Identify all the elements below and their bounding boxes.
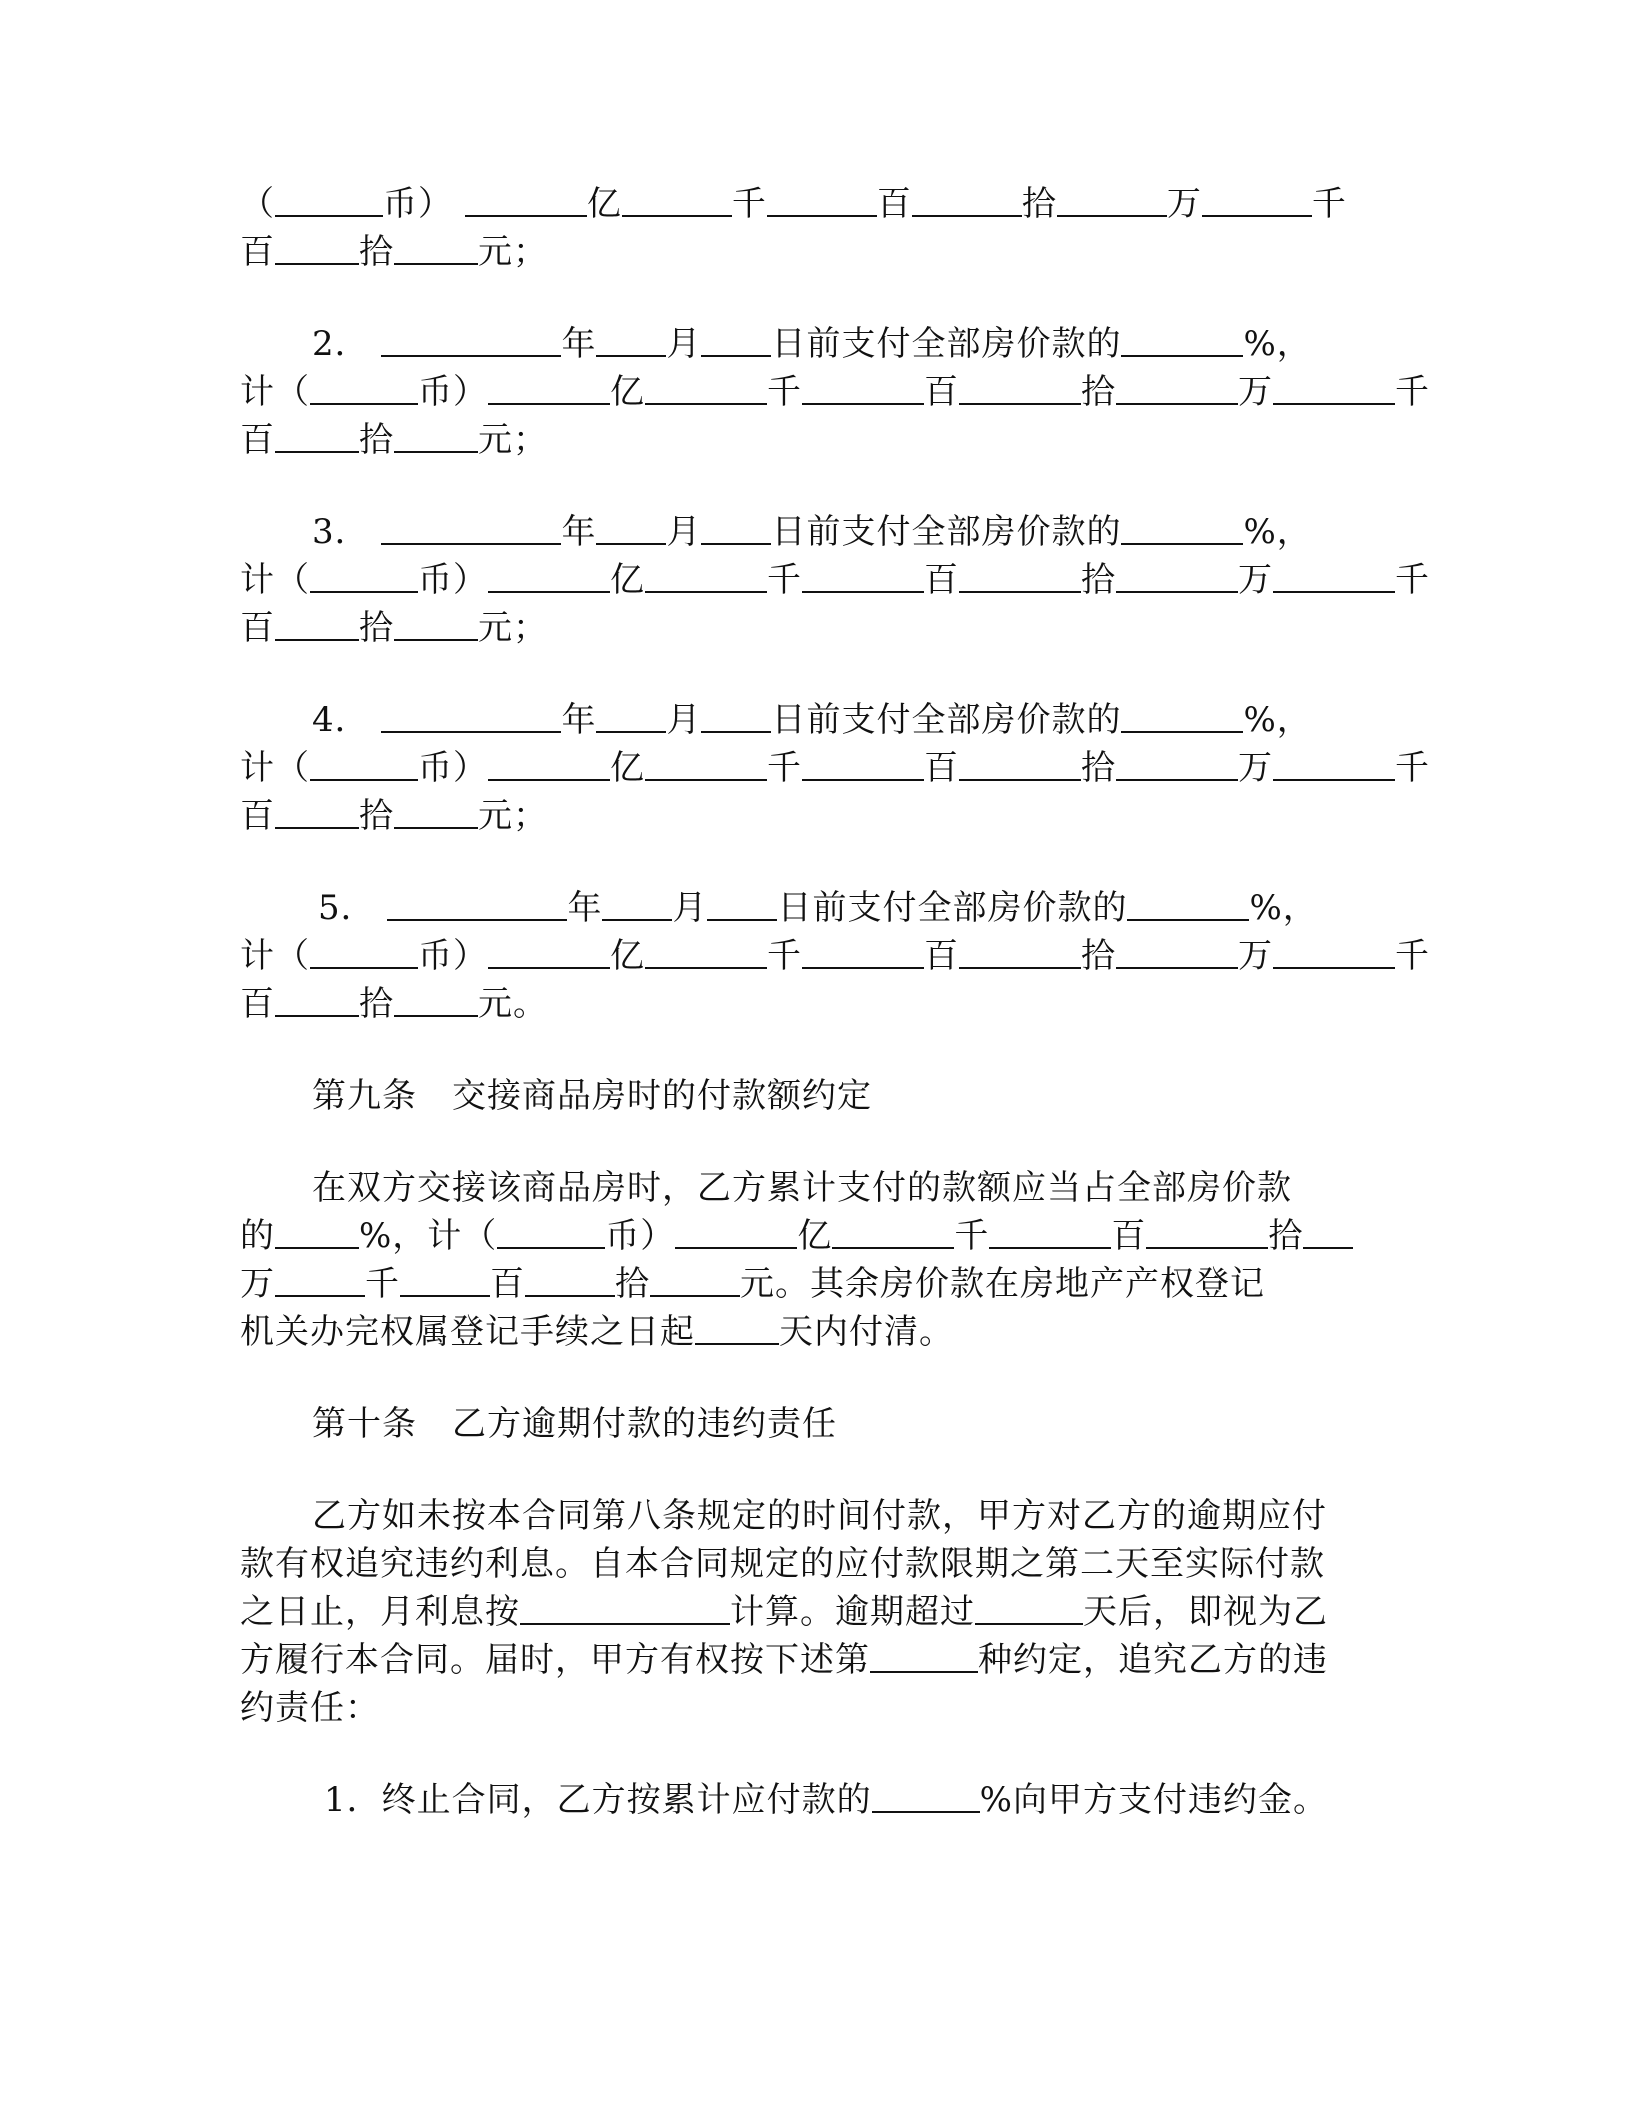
blank[interactable] xyxy=(1273,557,1395,593)
blank[interactable] xyxy=(1303,1213,1353,1249)
blank[interactable] xyxy=(275,229,359,265)
article-10-line-2: 款有权追究违约利息。自本合同规定的应付款限期之第二天至实际付款 xyxy=(240,1544,1325,1584)
blank[interactable] xyxy=(1202,181,1312,217)
text: 币） xyxy=(605,1216,676,1256)
text: 日前支付全部房价款的 xyxy=(771,324,1122,364)
text: 百 xyxy=(876,184,912,224)
text: 年 xyxy=(561,512,597,552)
blank-month[interactable] xyxy=(596,697,666,733)
blank[interactable] xyxy=(488,369,610,405)
blank[interactable] xyxy=(959,933,1081,969)
article-10-line-3 xyxy=(240,1588,1380,1636)
text: 百 xyxy=(924,560,959,600)
text: 币） xyxy=(383,184,453,224)
clause-1-line xyxy=(240,1776,1380,1824)
blank[interactable] xyxy=(394,605,478,641)
item-3-line-2 xyxy=(240,556,1430,604)
blank[interactable] xyxy=(767,181,877,217)
blank-day[interactable] xyxy=(701,321,771,357)
blank[interactable] xyxy=(275,981,359,1017)
blank[interactable] xyxy=(645,745,767,781)
text: 亿 xyxy=(610,560,645,600)
item-3-line-3 xyxy=(240,604,1380,652)
text: %， xyxy=(1243,512,1312,552)
item-5-line-1 xyxy=(240,884,1380,932)
document-page xyxy=(240,180,1430,1824)
blank[interactable] xyxy=(802,745,924,781)
blank[interactable] xyxy=(645,557,767,593)
blank-year[interactable] xyxy=(381,321,561,357)
article-10-title: 第十条 乙方逾期付款的违约责任 xyxy=(312,1404,837,1444)
blank[interactable] xyxy=(622,181,732,217)
blank-interest[interactable] xyxy=(520,1589,730,1625)
item-1-line-2 xyxy=(240,228,1380,276)
blank[interactable] xyxy=(1116,369,1238,405)
blank-percent[interactable] xyxy=(872,1777,980,1813)
text: 万 xyxy=(1238,372,1273,412)
blank[interactable] xyxy=(645,369,767,405)
blank[interactable] xyxy=(394,229,478,265)
text: 5． xyxy=(318,888,376,928)
text: 拾 xyxy=(359,608,394,648)
text: 4． xyxy=(312,700,370,740)
blank[interactable] xyxy=(802,557,924,593)
text: 拾 xyxy=(359,796,394,836)
text: 千 xyxy=(1395,748,1430,788)
text: 计（ xyxy=(240,936,310,976)
blank-days[interactable] xyxy=(695,1309,779,1345)
text: 百 xyxy=(240,420,275,460)
text: 元。其余房价款在房地产产权登记 xyxy=(740,1264,1265,1304)
blank-currency[interactable] xyxy=(497,1213,605,1249)
blank[interactable] xyxy=(394,417,478,453)
item-2-line-2 xyxy=(240,368,1430,416)
item-1-line-1 xyxy=(240,180,1380,228)
text: 拾 xyxy=(359,420,394,460)
blank[interactable] xyxy=(1057,181,1167,217)
blank-currency[interactable] xyxy=(310,933,418,969)
blank[interactable] xyxy=(802,933,924,969)
text: 万 xyxy=(1166,184,1202,224)
text: 千 xyxy=(365,1264,400,1304)
text: 拾 xyxy=(1268,1216,1304,1256)
text: 计（ xyxy=(240,372,310,412)
blank[interactable] xyxy=(400,1261,490,1297)
blank-year[interactable] xyxy=(387,885,567,921)
blank-percent[interactable] xyxy=(275,1213,359,1249)
text: 元； xyxy=(478,608,548,648)
text: 月 xyxy=(672,888,708,928)
text: 拾 xyxy=(1021,184,1057,224)
text: 机关办完权属登记手续之日起 xyxy=(240,1312,695,1352)
blank-currency[interactable] xyxy=(310,557,418,593)
blank[interactable] xyxy=(645,933,767,969)
text: 计算。逾期超过 xyxy=(730,1592,975,1632)
text: 元。 xyxy=(478,984,548,1024)
text: 千 xyxy=(767,936,802,976)
text: 千 xyxy=(1395,560,1430,600)
text: 百 xyxy=(924,748,959,788)
text: 亿 xyxy=(610,372,645,412)
text: %， xyxy=(1249,888,1318,928)
blank-percent[interactable] xyxy=(1127,885,1249,921)
blank[interactable] xyxy=(802,369,924,405)
text: 日前支付全部房价款的 xyxy=(771,512,1122,552)
blank-option[interactable] xyxy=(870,1637,978,1673)
text: 百 xyxy=(240,232,275,272)
item-2-line-3 xyxy=(240,416,1380,464)
text: 月 xyxy=(666,512,702,552)
blank[interactable] xyxy=(394,793,478,829)
text: 2． xyxy=(312,324,370,364)
text: （ xyxy=(240,184,275,224)
text: 1．终止合同，乙方按累计应付款的 xyxy=(324,1780,872,1820)
blank[interactable] xyxy=(959,369,1081,405)
blank[interactable] xyxy=(959,557,1081,593)
text: 百 xyxy=(240,608,275,648)
text: 月 xyxy=(666,700,702,740)
article-9-line-3 xyxy=(240,1260,1380,1308)
text: 千 xyxy=(1395,372,1430,412)
text: 币） xyxy=(418,560,488,600)
blank[interactable] xyxy=(1273,933,1395,969)
text: 币） xyxy=(418,936,488,976)
text: 千 xyxy=(1311,184,1347,224)
item-2-line-1 xyxy=(240,320,1380,368)
text: 千 xyxy=(731,184,767,224)
text: 百 xyxy=(1111,1216,1147,1256)
blank-year[interactable] xyxy=(381,509,561,545)
blank[interactable] xyxy=(675,1213,797,1249)
text: 万 xyxy=(1238,560,1273,600)
text: 拾 xyxy=(1081,372,1116,412)
blank[interactable] xyxy=(1116,557,1238,593)
article-9-line-1: 在双方交接该商品房时，乙方累计支付的款额应当占全部房价款 xyxy=(312,1168,1292,1208)
text: 拾 xyxy=(1081,748,1116,788)
article-10-line-5: 约责任： xyxy=(240,1688,380,1728)
blank[interactable] xyxy=(394,981,478,1017)
text: 月 xyxy=(666,324,702,364)
text: 千 xyxy=(954,1216,990,1256)
text: 3． xyxy=(312,512,370,552)
blank-day[interactable] xyxy=(701,509,771,545)
text: 百 xyxy=(490,1264,525,1304)
text: 方履行本合同。届时，甲方有权按下述第 xyxy=(240,1640,870,1680)
blank-percent[interactable] xyxy=(1121,321,1243,357)
text: 币） xyxy=(418,372,488,412)
text: 元； xyxy=(478,796,548,836)
blank[interactable] xyxy=(275,793,359,829)
item-3-line-1 xyxy=(240,508,1380,556)
text: 币） xyxy=(418,748,488,788)
blank-year[interactable] xyxy=(381,697,561,733)
text: 之日止，月利息按 xyxy=(240,1592,520,1632)
article-9-title: 第九条 交接商品房时的付款额约定 xyxy=(312,1076,872,1116)
blank[interactable] xyxy=(525,1261,615,1297)
blank-month[interactable] xyxy=(596,509,666,545)
item-4-line-2 xyxy=(240,744,1430,792)
text: 拾 xyxy=(615,1264,650,1304)
text: 年 xyxy=(567,888,603,928)
blank-day[interactable] xyxy=(707,885,777,921)
text: 拾 xyxy=(359,984,394,1024)
blank[interactable] xyxy=(1146,1213,1268,1249)
text: 计（ xyxy=(240,560,310,600)
blank[interactable] xyxy=(465,181,587,217)
article-9-line-2 xyxy=(240,1212,1380,1260)
article-10-line-1: 乙方如未按本合同第八条规定的时间付款，甲方对乙方的逾期应付 xyxy=(312,1496,1327,1536)
article-9-line-4 xyxy=(240,1308,1380,1356)
blank[interactable] xyxy=(1116,933,1238,969)
text: %向甲方支付违约金。 xyxy=(979,1780,1328,1820)
text: 千 xyxy=(1395,936,1430,976)
item-5-line-2 xyxy=(240,932,1430,980)
text: 天后，即视为乙 xyxy=(1083,1592,1328,1632)
text: 元； xyxy=(478,420,548,460)
text: %， xyxy=(1243,324,1312,364)
text: 年 xyxy=(561,324,597,364)
item-5-line-3 xyxy=(240,980,1380,1028)
blank[interactable] xyxy=(989,1213,1111,1249)
blank[interactable] xyxy=(1273,745,1395,781)
text: %，计（ xyxy=(359,1216,498,1256)
blank-percent[interactable] xyxy=(1121,697,1243,733)
text: 计（ xyxy=(240,748,310,788)
blank-day[interactable] xyxy=(701,697,771,733)
text: 百 xyxy=(240,984,275,1024)
text: 万 xyxy=(240,1264,275,1304)
blank[interactable] xyxy=(275,417,359,453)
text: 百 xyxy=(924,936,959,976)
blank[interactable] xyxy=(912,181,1022,217)
text: 千 xyxy=(767,748,802,788)
item-4-line-1 xyxy=(240,696,1380,744)
text: 拾 xyxy=(1081,936,1116,976)
blank[interactable] xyxy=(275,1261,365,1297)
text: 亿 xyxy=(610,748,645,788)
text: 万 xyxy=(1238,936,1273,976)
text: 万 xyxy=(1238,748,1273,788)
text: 千 xyxy=(767,372,802,412)
blank[interactable] xyxy=(488,557,610,593)
blank-month[interactable] xyxy=(596,321,666,357)
text: 亿 xyxy=(610,936,645,976)
text: 天内付清。 xyxy=(779,1312,954,1352)
text: 日前支付全部房价款的 xyxy=(777,888,1128,928)
text: 年 xyxy=(561,700,597,740)
blank-currency[interactable] xyxy=(310,369,418,405)
blank-currency[interactable] xyxy=(275,181,383,217)
blank-days[interactable] xyxy=(975,1589,1083,1625)
blank-month[interactable] xyxy=(602,885,672,921)
item-4-line-3 xyxy=(240,792,1380,840)
text: 千 xyxy=(767,560,802,600)
blank[interactable] xyxy=(488,745,610,781)
article-10-line-4 xyxy=(240,1636,1380,1684)
text: 种约定，追究乙方的违 xyxy=(978,1640,1328,1680)
text: 百 xyxy=(240,796,275,836)
text: %， xyxy=(1243,700,1312,740)
blank[interactable] xyxy=(832,1213,954,1249)
text: 拾 xyxy=(359,232,394,272)
text: 日前支付全部房价款的 xyxy=(771,700,1122,740)
blank[interactable] xyxy=(1273,369,1395,405)
text: 元； xyxy=(478,232,548,272)
blank[interactable] xyxy=(275,605,359,641)
text: 百 xyxy=(924,372,959,412)
text: 拾 xyxy=(1081,560,1116,600)
text: 亿 xyxy=(797,1216,833,1256)
blank[interactable] xyxy=(959,745,1081,781)
blank[interactable] xyxy=(1116,745,1238,781)
blank[interactable] xyxy=(650,1261,740,1297)
blank-percent[interactable] xyxy=(1121,509,1243,545)
text: 的 xyxy=(240,1216,275,1256)
blank-currency[interactable] xyxy=(310,745,418,781)
text: 亿 xyxy=(586,184,622,224)
blank[interactable] xyxy=(488,933,610,969)
